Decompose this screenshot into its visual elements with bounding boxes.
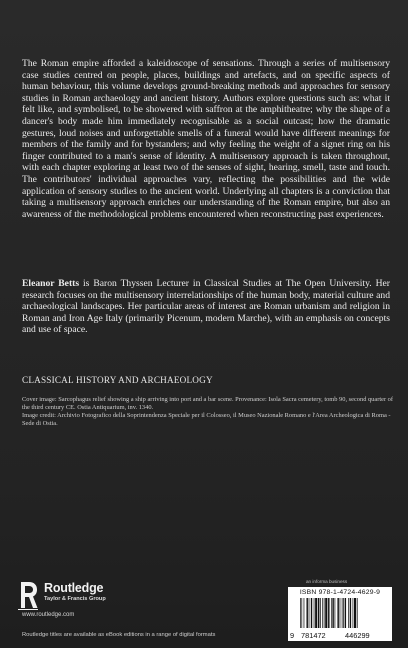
author-name: Eleanor Betts <box>22 278 80 289</box>
barcode-icon <box>292 598 388 630</box>
ebook-note: Routledge titles are available as eBook editions in a range of digital formats <box>22 632 216 638</box>
barcode-digit-lead: 9 <box>290 631 295 640</box>
publisher-group: Taylor & Francis Group <box>44 596 106 602</box>
barcode-bar <box>337 598 338 628</box>
barcode-bar <box>357 598 358 628</box>
barcode-bar <box>342 598 343 628</box>
barcode-bar <box>322 598 323 628</box>
barcode-bar <box>320 598 321 628</box>
barcode-bar <box>325 598 327 628</box>
barcode-bar <box>318 598 319 628</box>
author-bio-text: is Baron Thyssen Lecturer in Classical Studies at The Open University. Her research focuses on the multisensory interrelationships of the human body, material culture and archaeological landscapes. Her particular areas of interest are Roman urbanism and religion in Roman and Iron Age Italy (primarily Picenum, modern Marche), with an emphasis on concepts and use of space. <box>22 278 390 336</box>
author-bio <box>22 278 390 336</box>
publisher-website[interactable]: www.routledge.com <box>22 612 75 618</box>
subject-category: CLASSICAL HISTORY AND ARCHAEOLOGY <box>22 375 213 385</box>
image-credits <box>22 396 396 428</box>
barcode-bar <box>324 598 325 628</box>
barcode-bar <box>348 598 349 628</box>
barcode-bar <box>345 598 346 628</box>
image-credit-line: Image credit: Archivio Fotografico della Soprintendenza Speciale per il Colosseo, il Museo Nazionale Romano e l'Area Archeologica di Roma - Sede di Ostia. <box>22 412 391 428</box>
publisher-name: Routledge <box>44 581 104 595</box>
barcode-digits-left: 781472 <box>301 631 326 640</box>
barcode-bar <box>332 598 333 628</box>
barcode-bar <box>335 598 336 628</box>
barcode-bar <box>340 598 341 628</box>
barcode-bar <box>331 598 332 628</box>
barcode-bar <box>311 598 312 628</box>
barcode-digits-right: 446299 <box>345 631 370 640</box>
barcode-bar <box>309 598 310 628</box>
cover-image-caption: Cover image: Sarcophagus relief showing a ship arriving into port and a bar scene. Provenance: Isola Sacra cemetery, tomb 90, second quarter of the third century CE. Ostia Antiquarium, inv. 1340. <box>22 396 394 412</box>
barcode-bar <box>315 598 317 628</box>
barcode-bar <box>353 598 354 628</box>
barcode-bar <box>354 598 356 628</box>
book-blurb: The Roman empire afforded a kaleidoscope of sensations. Through a series of multisensory case studies centred on people, places, buildings and artefacts, and on specific aspects of human behaviour, this volume develops ground-breaking methods and approaches for sensory studies in Roman archaeology and ancient history. Authors explore questions such as: what it felt like, and symbolised, to be showered with saffron at the amphitheatre; why the shape of a dancer's body made him immediately recognisable as a social outcast; how the dramatic gestures, loud noises and unforgettable smells of a funeral would have different meanings for members of the family and for bystanders; and why feeling the weight of a signet ring on his finger contributed to a man's sense of identity. A multisensory approach is taken throughout, with each chapter exploring at least two of the senses of sight, hearing, smell, taste and touch. The contributors' individual approaches vary, reflecting the possibilities and the wide application of sensory studies to the ancient world. Underlying all chapters is a conviction that taking a multisensory approach enriches our understanding of the Roman empire, but also an awareness of the methodological problems encountered when reconstructing past experiences. <box>22 58 390 220</box>
barcode-bar <box>304 598 305 628</box>
barcode-bar <box>306 598 307 628</box>
routledge-logo-icon <box>18 580 38 610</box>
isbn-barcode <box>288 587 392 641</box>
barcode-bar <box>343 598 344 628</box>
isbn-label: ISBN 978-1-4724-4629-9 <box>299 589 381 596</box>
barcode-bar <box>350 598 351 628</box>
barcode-bar <box>300 598 301 628</box>
barcode-bar <box>328 598 329 628</box>
barcode-bar <box>301 598 302 628</box>
informa-note: an informa business <box>306 579 348 584</box>
barcode-bar <box>314 598 315 628</box>
